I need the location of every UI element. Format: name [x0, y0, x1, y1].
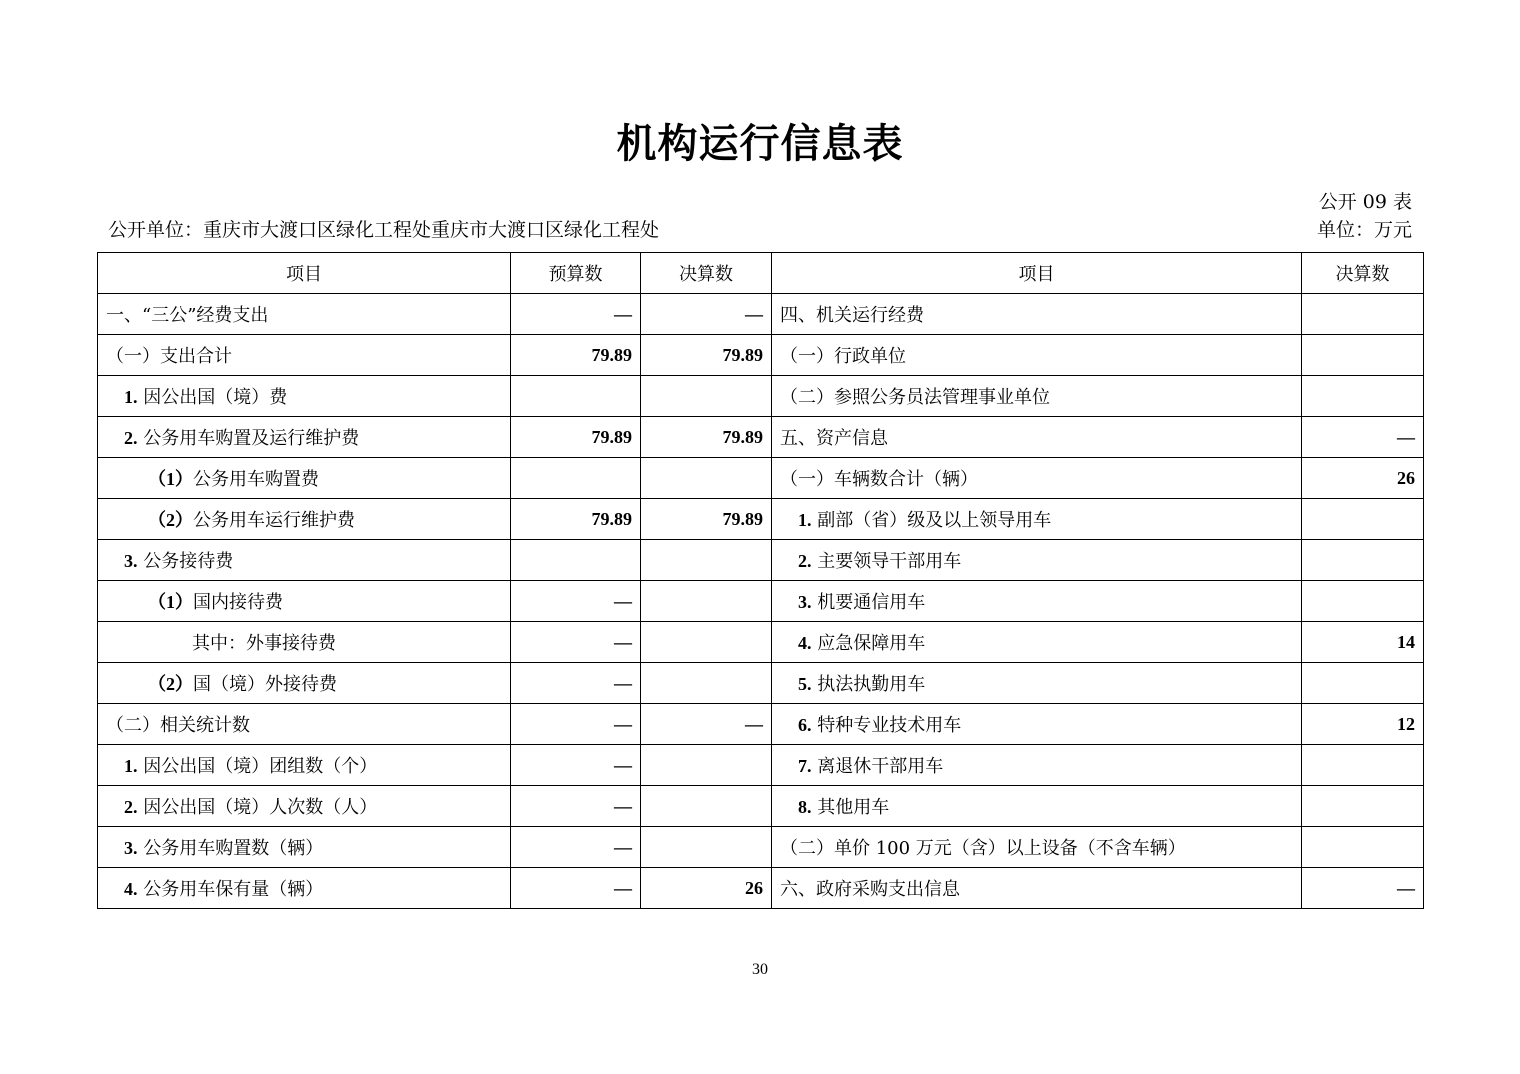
- final-cell: 26: [641, 868, 772, 909]
- left-item-cell: 1. 因公出国（境）团组数（个）: [98, 745, 511, 786]
- right-final-cell: 26: [1302, 458, 1424, 499]
- left-item-cell: （二）相关统计数: [98, 704, 511, 745]
- right-item-cell: 四、机关运行经费: [772, 294, 1302, 335]
- right-final-cell: —: [1302, 417, 1424, 458]
- budget-cell: —: [511, 704, 641, 745]
- budget-cell: —: [511, 581, 641, 622]
- header-right-item: 项目: [772, 253, 1302, 294]
- budget-cell: —: [511, 868, 641, 909]
- left-item-cell: 2. 因公出国（境）人次数（人）: [98, 786, 511, 827]
- right-final-cell: [1302, 294, 1424, 335]
- right-item-cell: 1. 副部（省）级及以上领导用车: [772, 499, 1302, 540]
- header-left-item: 项目: [98, 253, 511, 294]
- left-item-cell: （2）国（境）外接待费: [98, 663, 511, 704]
- right-item-cell: 7. 离退休干部用车: [772, 745, 1302, 786]
- organization-line: 公开单位：重庆市大渡口区绿化工程处重庆市大渡口区绿化工程处: [108, 219, 660, 241]
- left-item-cell: 2. 公务用车购置及运行维护费: [98, 417, 511, 458]
- table-row: [98, 704, 1424, 745]
- final-cell: [641, 622, 772, 663]
- left-item-cell: 一、“三公”经费支出: [98, 294, 511, 335]
- left-item-cell: （1）公务用车购置费: [98, 458, 511, 499]
- right-final-cell: [1302, 581, 1424, 622]
- final-cell: [641, 540, 772, 581]
- left-item-cell: （1）国内接待费: [98, 581, 511, 622]
- final-cell: —: [641, 704, 772, 745]
- header-budget: 预算数: [511, 253, 641, 294]
- final-cell: 79.89: [641, 499, 772, 540]
- budget-cell: 79.89: [511, 499, 641, 540]
- right-final-cell: 14: [1302, 622, 1424, 663]
- right-item-cell: 8. 其他用车: [772, 786, 1302, 827]
- table-row: [98, 376, 1424, 417]
- right-final-cell: [1302, 540, 1424, 581]
- right-item-cell: 五、资产信息: [772, 417, 1302, 458]
- final-cell: 79.89: [641, 335, 772, 376]
- right-item-cell: （一）行政单位: [772, 335, 1302, 376]
- table-row: [98, 745, 1424, 786]
- page-number: 30: [752, 961, 768, 978]
- budget-cell: —: [511, 786, 641, 827]
- table-row: [98, 786, 1424, 827]
- right-item-cell: 5. 执法执勤用车: [772, 663, 1302, 704]
- right-item-cell: 4. 应急保障用车: [772, 622, 1302, 663]
- budget-cell: 79.89: [511, 417, 641, 458]
- table-row: [98, 294, 1424, 335]
- left-item-cell: 3. 公务接待费: [98, 540, 511, 581]
- right-final-cell: [1302, 663, 1424, 704]
- budget-cell: —: [511, 294, 641, 335]
- right-item-cell: （二）参照公务员法管理事业单位: [772, 376, 1302, 417]
- budget-cell: [511, 540, 641, 581]
- table-row: [98, 827, 1424, 868]
- unit-line: 单位：万元: [1316, 219, 1412, 241]
- header-final-right: 决算数: [1302, 253, 1424, 294]
- right-item-cell: 六、政府采购支出信息: [772, 868, 1302, 909]
- left-item-cell: 3. 公务用车购置数（辆）: [98, 827, 511, 868]
- final-cell: —: [641, 294, 772, 335]
- right-item-cell: 2. 主要领导干部用车: [772, 540, 1302, 581]
- table-row: [98, 458, 1424, 499]
- budget-cell: —: [511, 827, 641, 868]
- info-table: [97, 252, 1424, 909]
- table-row: [98, 622, 1424, 663]
- right-final-cell: [1302, 335, 1424, 376]
- left-item-cell: 1. 因公出国（境）费: [98, 376, 511, 417]
- final-cell: 79.89: [641, 417, 772, 458]
- table-row: [98, 868, 1424, 909]
- left-item-cell: 其中：外事接待费: [98, 622, 511, 663]
- table-row: [98, 540, 1424, 581]
- final-cell: [641, 581, 772, 622]
- table-row: [98, 417, 1424, 458]
- table-row: [98, 499, 1424, 540]
- budget-cell: —: [511, 622, 641, 663]
- right-item-cell: （二）单价 100 万元（含）以上设备（不含车辆）: [772, 827, 1302, 868]
- table-row: [98, 335, 1424, 376]
- final-cell: [641, 376, 772, 417]
- table-row: [98, 663, 1424, 704]
- left-item-cell: （一）支出合计: [98, 335, 511, 376]
- right-final-cell: —: [1302, 868, 1424, 909]
- budget-cell: 79.89: [511, 335, 641, 376]
- final-cell: [641, 786, 772, 827]
- right-final-cell: [1302, 786, 1424, 827]
- right-final-cell: [1302, 827, 1424, 868]
- budget-cell: —: [511, 745, 641, 786]
- left-item-cell: 4. 公务用车保有量（辆）: [98, 868, 511, 909]
- budget-cell: [511, 458, 641, 499]
- budget-cell: —: [511, 663, 641, 704]
- right-final-cell: 12: [1302, 704, 1424, 745]
- final-cell: [641, 745, 772, 786]
- form-number: 公开 09 表: [1318, 191, 1412, 213]
- final-cell: [641, 663, 772, 704]
- right-item-cell: （一）车辆数合计（辆）: [772, 458, 1302, 499]
- right-item-cell: 3. 机要通信用车: [772, 581, 1302, 622]
- budget-cell: [511, 376, 641, 417]
- right-item-cell: 6. 特种专业技术用车: [772, 704, 1302, 745]
- left-item-cell: （2）公务用车运行维护费: [98, 499, 511, 540]
- header-final-left: 决算数: [641, 253, 772, 294]
- right-final-cell: [1302, 745, 1424, 786]
- page-title: 机构运行信息表: [616, 121, 904, 167]
- right-final-cell: [1302, 376, 1424, 417]
- final-cell: [641, 458, 772, 499]
- right-final-cell: [1302, 499, 1424, 540]
- final-cell: [641, 827, 772, 868]
- table-row: [98, 581, 1424, 622]
- header-row: [98, 253, 1424, 294]
